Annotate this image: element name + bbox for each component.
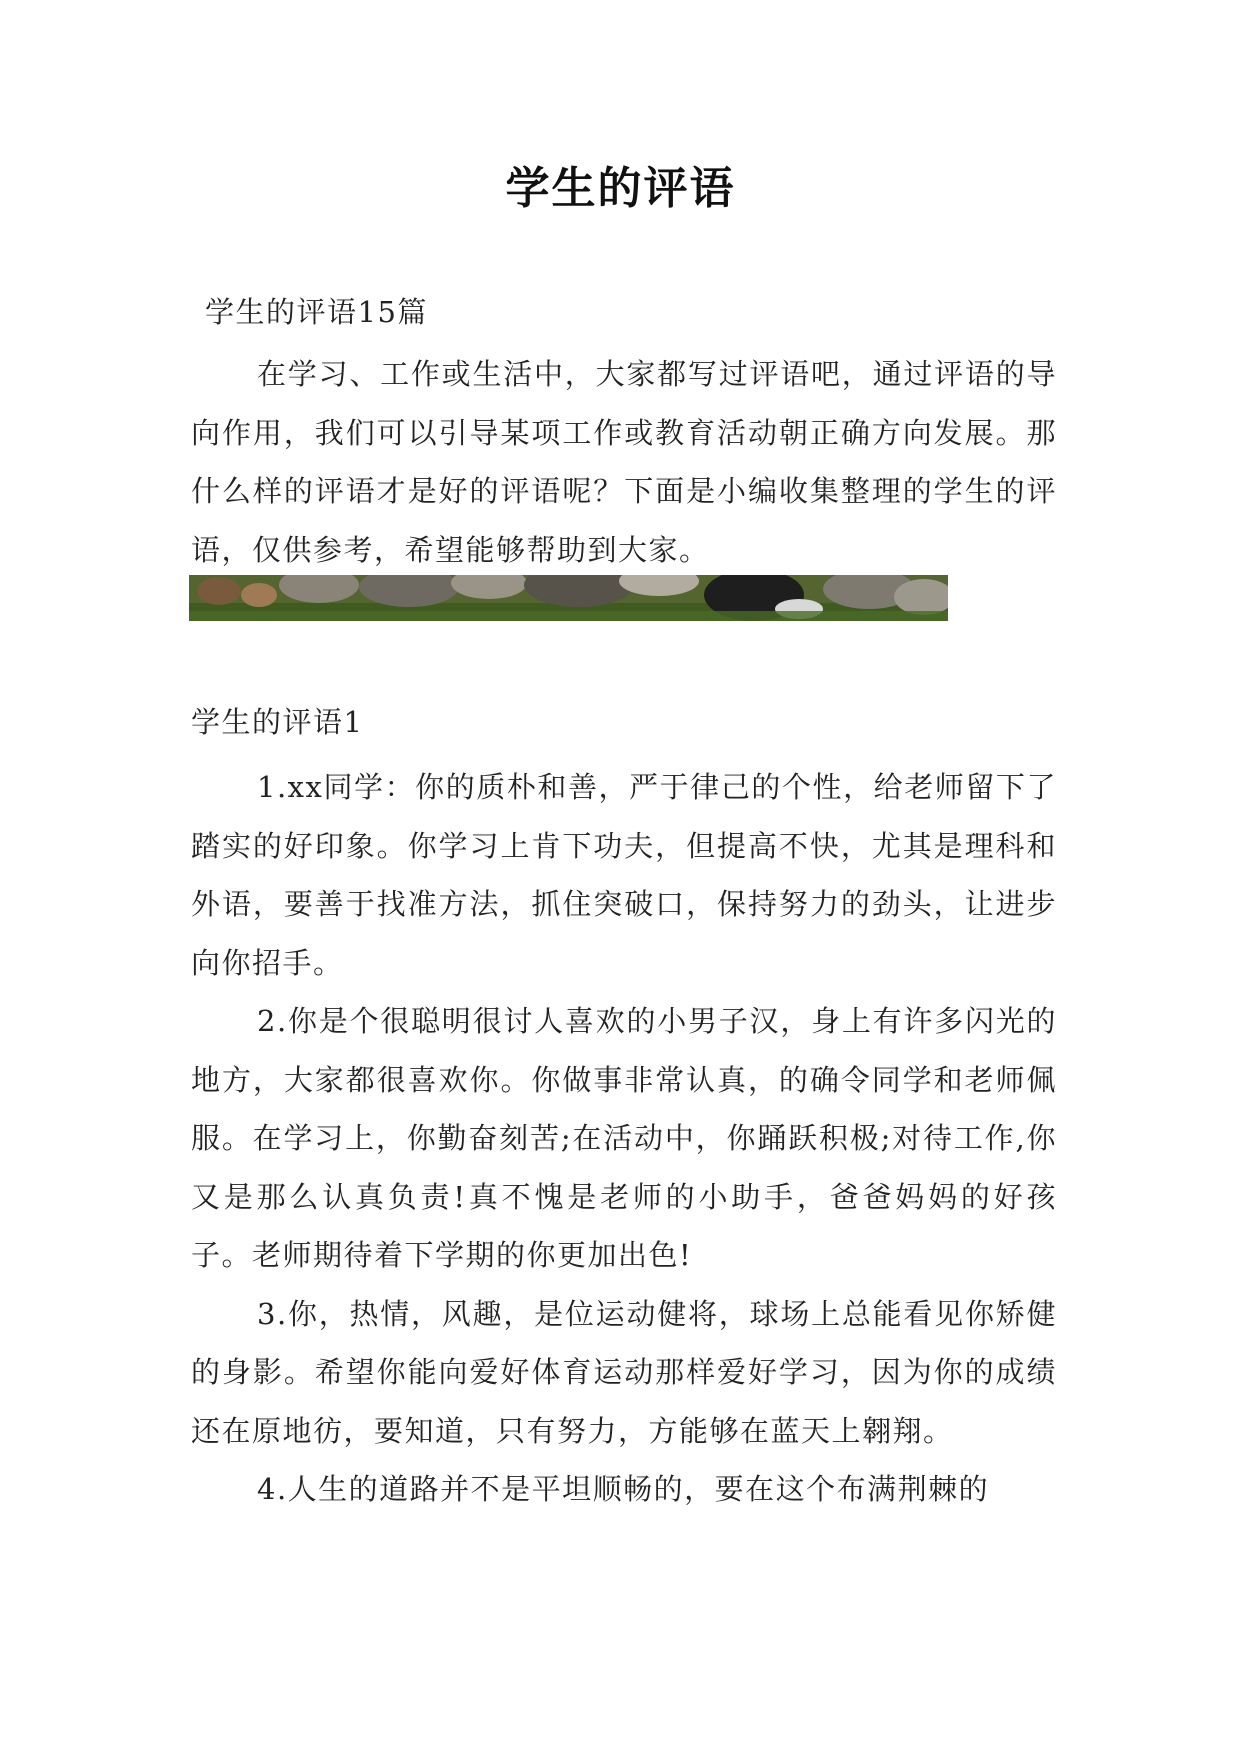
comment-paragraph-2: 2.你是个很聪明很讨人喜欢的小男子汉，身上有许多闪光的地方，大家都很喜欢你。你做事非常认真，的确令同学和老师佩服。在学习上，你勤奋刻苦;在活动中，你踊跃积极;对待工作,你又是那么认真负责!真不愧是老师的小助手，爸爸妈妈的好孩子。老师期待着下学期的你更加出色! [191, 1004, 1057, 1272]
document-subtitle: 学生的评语15篇 [205, 295, 428, 329]
comment-paragraph-1: 1.xx同学：你的质朴和善，严于律己的个性，给老师留下了踏实的好印象。你学习上肯下功夫，但提高不快，尤其是理科和外语，要善于找准方法，抓住突破口，保持努力的劲头，让进步向你招手。 [191, 770, 1057, 980]
comment-paragraph-3: 3.你，热情，风趣，是位运动健将，球场上总能看见你矫健的身影。希望你能向爱好体育运动那样爱好学习，因为你的成绩还在原地彷，要知道，只有努力，方能够在蓝天上翱翔。 [191, 1296, 1057, 1448]
banner-photo [189, 575, 948, 621]
comment-paragraph-4: 4.人生的道路并不是平坦顺畅的，要在这个布满荆棘的 [257, 1472, 990, 1506]
banner-photo-graphic [189, 575, 948, 621]
document-title: 学生的评语 [505, 163, 736, 214]
intro-paragraph: 在学习、工作或生活中，大家都写过评语吧，通过评语的导向作用，我们可以引导某项工作或教育活动朝正确方向发展。那什么样的评语才是好的评语呢？下面是小编收集整理的学生的评语，仅供参考，希望能够帮助到大家。 [191, 357, 1057, 567]
comments-body [191, 758, 1057, 1519]
section-heading: 学生的评语1 [191, 705, 364, 739]
